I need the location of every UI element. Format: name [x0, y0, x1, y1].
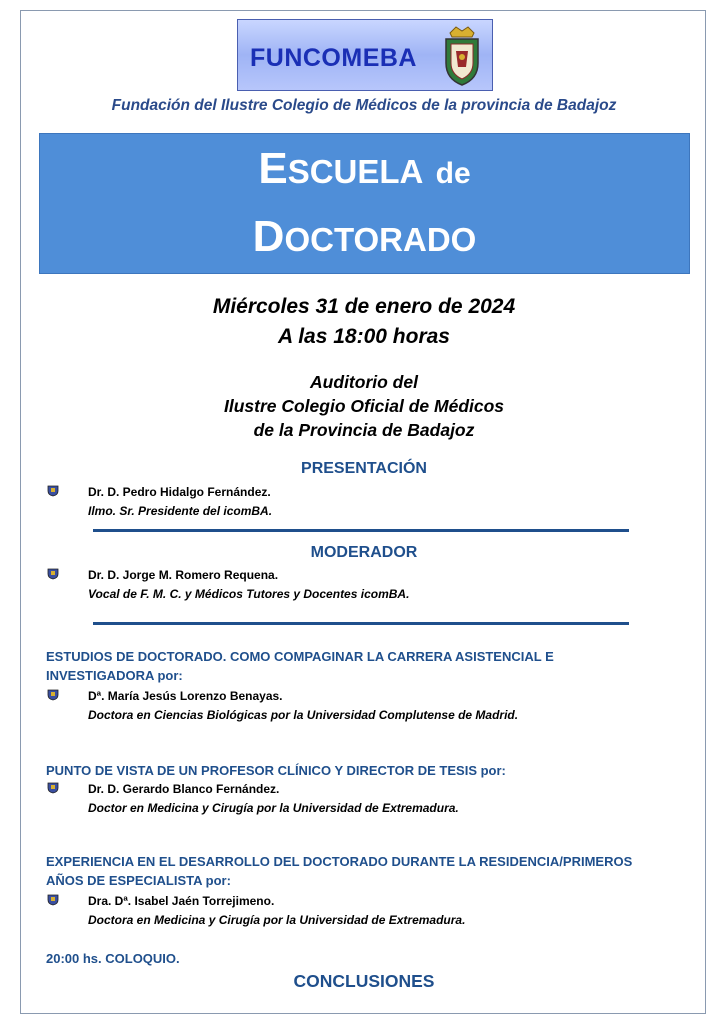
section-divider [93, 622, 629, 625]
talk-3-topic-line-2: AÑOS DE ESPECIALISTA por: [46, 873, 231, 888]
conclusiones-heading: CONCLUSIONES [293, 971, 435, 991]
title-doctorado-rest: OCTORADO [284, 221, 477, 258]
moderador-heading: MODERADOR [310, 544, 418, 561]
event-date: Miércoles 31 de enero de 2024 [212, 295, 516, 318]
talk-3-topic [46, 852, 686, 890]
crest-bullet-icon [46, 485, 60, 497]
venue-line-3: de la Provincia de Badajoz [253, 420, 475, 440]
speaker-role: Doctora en Ciencias Biológicas por la Universidad Complutense de Madrid. [88, 708, 519, 722]
speaker-role: Ilmo. Sr. Presidente del icomBA. [88, 504, 273, 518]
event-time: A las 18:00 horas [278, 325, 450, 348]
presentacion-heading: PRESENTACIÓN [301, 460, 427, 477]
foundation-name: Fundación del Ilustre Colegio de Médicos de la provincia de Badajoz [111, 97, 617, 114]
crest-icon [440, 23, 484, 87]
title-escuela-rest: SCUELA [287, 153, 424, 190]
talk-2-topic-line-1: PUNTO DE VISTA DE UN PROFESOR CLÍNICO Y DIRECTOR DE TESIS por: [46, 763, 506, 778]
crest-bullet-icon [46, 782, 60, 794]
speaker-role: Vocal de F. M. C. y Médicos Tutores y Docentes icomBA. [88, 587, 410, 601]
title-line-1 [40, 144, 689, 194]
crest-bullet-icon [46, 894, 60, 906]
crest-bullet-icon [46, 568, 60, 580]
speaker-name: Dª. María Jesús Lorenzo Benayas. [88, 689, 283, 703]
crest-bullet-icon [46, 689, 60, 701]
talk-1-topic [46, 647, 686, 685]
talk-1-topic-line-2: INVESTIGADORA por: [46, 668, 183, 683]
coloquio-text: 20:00 hs. COLOQUIO. [46, 951, 180, 966]
title-doctorado-cap: D [252, 212, 285, 261]
speaker-name: Dr. D. Gerardo Blanco Fernández. [88, 782, 280, 796]
speaker-name: Dr. D. Jorge M. Romero Requena. [88, 568, 279, 582]
speaker-role: Doctora en Medicina y Cirugía por la Universidad de Extremadura. [88, 913, 466, 927]
talk-2-topic [46, 761, 686, 780]
title-de: de [435, 157, 471, 190]
venue-line-1: Auditorio del [310, 372, 418, 392]
funcomeba-logo [237, 19, 493, 91]
venue-line-2: Ilustre Colegio Oficial de Médicos [223, 396, 505, 416]
speaker-name: Dra. Dª. Isabel Jaén Torrejimeno. [88, 894, 275, 908]
talk-1-topic-line-1: ESTUDIOS DE DOCTORADO. COMO COMPAGINAR LA CARRERA ASISTENCIAL E [46, 649, 554, 664]
logo-text: FUNCOMEBA [250, 44, 417, 72]
talk-3-topic-line-1: EXPERIENCIA EN EL DESARROLLO DEL DOCTORADO DURANTE LA RESIDENCIA/PRIMEROS [46, 854, 633, 869]
event-venue [0, 370, 728, 442]
section-divider [93, 529, 629, 532]
title-banner [39, 133, 690, 274]
title-escuela-cap: E [258, 144, 288, 193]
speaker-name: Dr. D. Pedro Hidalgo Fernández. [88, 485, 271, 499]
event-datetime [0, 292, 728, 352]
speaker-role: Doctor en Medicina y Cirugía por la Universidad de Extremadura. [88, 801, 459, 815]
title-line-2 [40, 212, 689, 262]
